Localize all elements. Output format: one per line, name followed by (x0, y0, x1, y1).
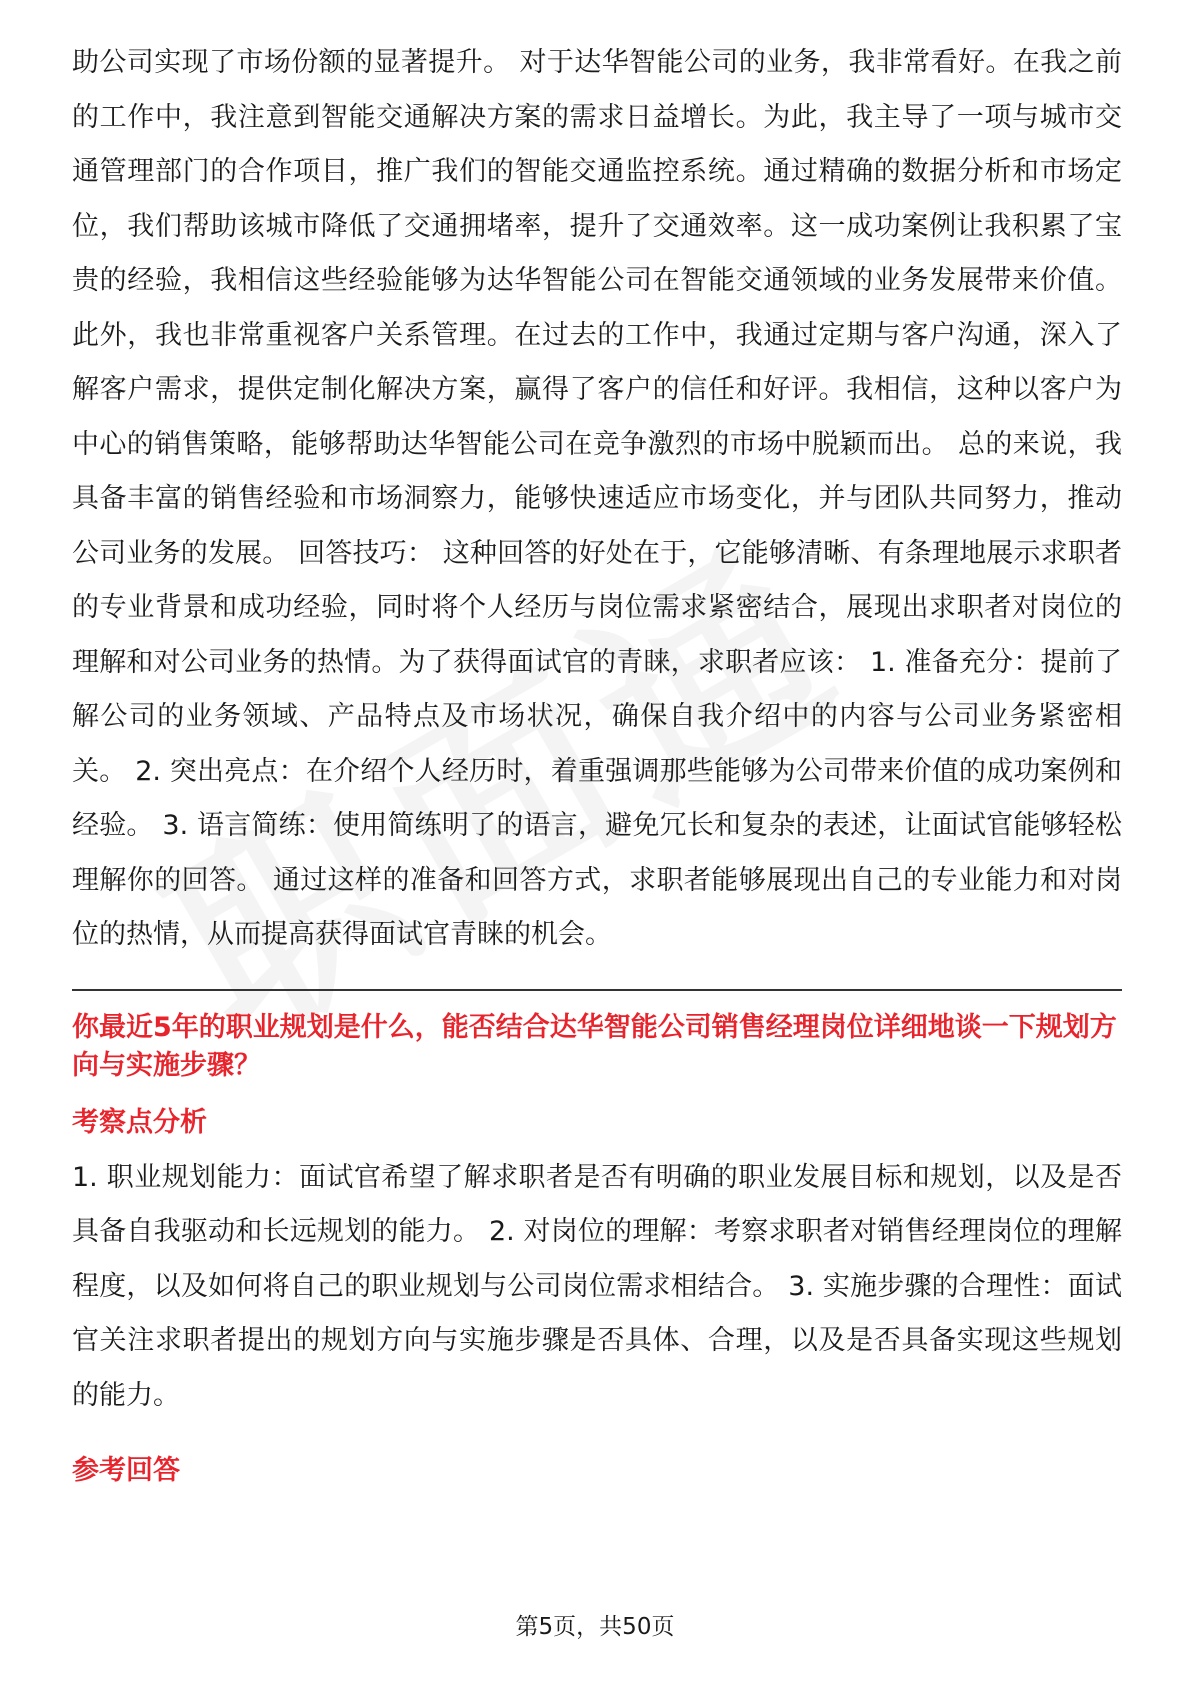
reference-answer-heading: 参考回答 (72, 1455, 180, 1486)
section-divider (72, 989, 1122, 991)
analysis-text: 1. 职业规划能力：面试官希望了解求职者是否有明确的职业发展目标和规划，以及是否具备自我驱动和长远规划的能力。 2. 对岗位的理解：考察求职者对销售经理岗位的理解程度，以及如何将自己的职业规划与公司岗位需求相结合。 3. 实施步骤的合理性：面试官关注求职者提出的规划方向与实施步骤是否具体、合理，以及是否具备实现这些规划的能力。 (72, 1161, 1122, 1411)
page-content (72, 36, 1122, 1491)
page-number-footer: 第5页，共50页 (515, 1614, 675, 1640)
analysis-heading: 考察点分析 (72, 1106, 207, 1138)
question-heading: 你最近5年的职业规划是什么，能否结合达华智能公司销售经理岗位详细地谈一下规划方向与实施步骤？ (72, 1011, 1117, 1081)
answer-continuation-text: 助公司实现了市场份额的显著提升。 对于达华智能公司的业务，我非常看好。在我之前的工作中，我注意到智能交通解决方案的需求日益增长。为此，我主导了一项与城市交通管理部门的合作项目，推广我们的智能交通监控系统。通过精确的数据分析和市场定位，我们帮助该城市降低了交通拥堵率，提升了交通效率。这一成功案例让我积累了宝贵的经验，我相信这些经验能够为达华智能公司在智能交通领域的业务发展带来价值。 此外，我也非常重视客户关系管理。在过去的工作中，我通过定期与客户沟通，深入了解客户需求，提供定制化解决方案，赢得了客户的信任和好评。我相信，这种以客户为中心的销售策略，能够帮助达华智能公司在竞争激烈的市场中脱颖而出。 总的来说，我具备丰富的销售经验和市场洞察力，能够快速适应市场变化，并与团队共同努力，推动公司业务的发展。 回答技巧： 这种回答的好处在于，它能够清晰、有条理地展示求职者的专业背景和成功经验，同时将个人经历与岗位需求紧密结合，展现出求职者对岗位的理解和对公司业务的热情。为了获得面试官的青睐，求职者应该： 1. 准备充分：提前了解公司的业务领域、产品特点及市场状况，确保自我介绍中的内容与公司业务紧密相关。 2. 突出亮点：在介绍个人经历时，着重强调那些能够为公司带来价值的成功案例和经验。 3. 语言简练：使用简练明了的语言，避免冗长和复杂的表述，让面试官能够轻松理解你的回答。 通过这样的准备和回答方式，求职者能够展现出自己的专业能力和对岗位的热情，从而提高获得面试官青睐的机会。 (72, 47, 1122, 950)
